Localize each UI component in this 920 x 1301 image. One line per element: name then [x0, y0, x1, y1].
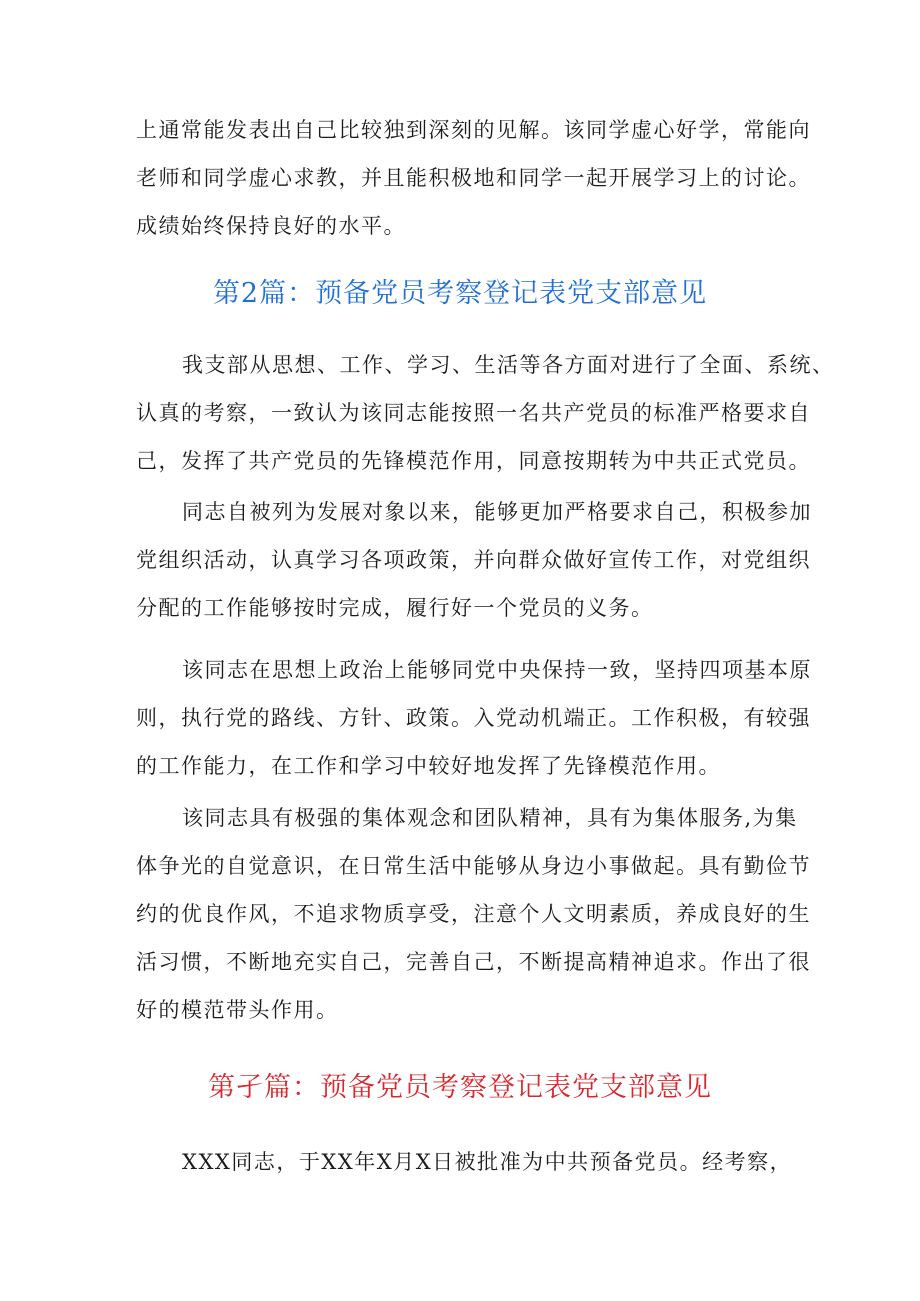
paragraph-line: 体争光的自觉意识，在日常生活中能够从身边小事做起。具有勤俭节 [136, 854, 811, 878]
paragraph-line: 党组织活动，认真学习各项政策，并向群众做好宣传工作，对党组织 [136, 548, 811, 572]
paragraph-line: 该同志具有极强的集体观念和团队精神，具有为集体服务,为集 [182, 806, 798, 830]
paragraph-line: 好的模范带头作用。 [136, 998, 339, 1022]
paragraph-a [136, 341, 835, 485]
paragraph-line: 约的优良作风，不追求物质享受，注意个人文明素质，养成良好的生 [136, 902, 811, 926]
paragraph-line: 的工作能力，在工作和学习中较好地发挥了先锋模范作用。 [136, 754, 721, 778]
paragraph-top [136, 106, 811, 250]
paragraph-line: 成绩始终保持良好的水平。 [136, 214, 406, 238]
paragraph-line: 分配的工作能够按时完成，履行好一个党员的义务。 [136, 596, 654, 620]
section-heading-2: 第2篇：预备党员考察登记表党支部意见 [212, 278, 708, 309]
paragraph-line: 我支部从思想、工作、学习、生活等各方面对进行了全面、系统、 [182, 353, 835, 377]
paragraph-line: 同志自被列为发展对象以来，能够更加严格要求自己，积极参加 [182, 500, 812, 524]
section-heading-3: 第孑篇：预备党员考察登记表党支部意见 [208, 1072, 712, 1103]
paragraph-line: 己，发挥了共产党员的先锋模范作用，同意按期转为中共正式党员。 [136, 449, 811, 473]
paragraph-line: 则，执行党的路线、方针、政策。入党动机端正。工作积极，有较强 [136, 706, 811, 730]
paragraph-line: 上通常能发表出自己比较独到深刻的见解。该同学虚心好学，常能向 [136, 118, 811, 142]
paragraph-line: 老师和同学虚心求教，并且能积极地和同学一起开展学习上的讨论。 [136, 166, 811, 190]
paragraph-b [136, 488, 812, 632]
paragraph-d [136, 794, 811, 1034]
paragraph-e [136, 1138, 792, 1186]
paragraph-line: 活习惯，不断地充实自己，完善自己，不断提高精神追求。作出了很 [136, 950, 811, 974]
paragraph-line: 该同志在思想上政治上能够同党中央保持一致，坚持四项基本原 [182, 658, 812, 682]
paragraph-line: 认真的考察，一致认为该同志能按照一名共产党员的标准严格要求自 [136, 401, 811, 425]
paragraph-line: XXX同志，于XX年X月X日被批准为中共预备党员。经考察， [182, 1150, 793, 1174]
paragraph-c [136, 646, 812, 790]
